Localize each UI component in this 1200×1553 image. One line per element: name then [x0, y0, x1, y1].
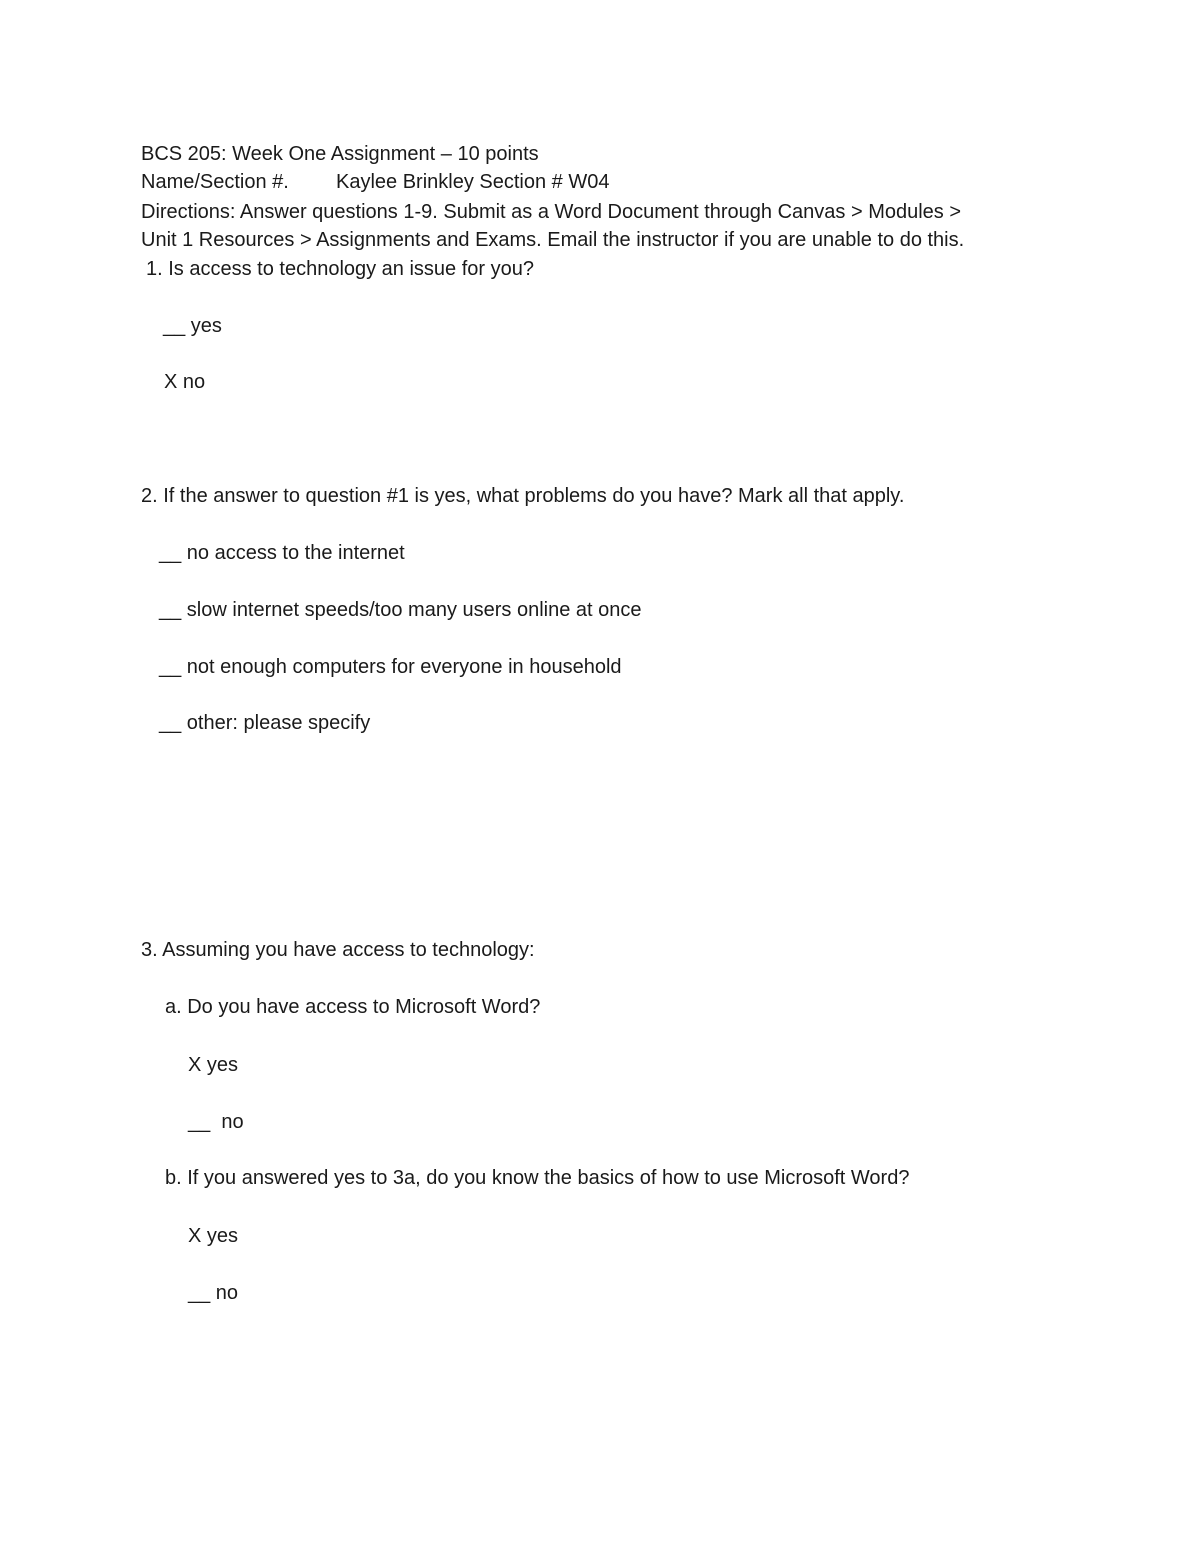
- question-1: 1. Is access to technology an issue for you?: [146, 258, 534, 280]
- assignment-title: BCS 205: Week One Assignment – 10 points: [141, 143, 539, 165]
- q3b-option-yes: X yes: [188, 1225, 239, 1247]
- directions-line-1: Directions: Answer questions 1-9. Submit as a Word Document through Canvas > Modules >: [141, 201, 962, 223]
- q3a-option-yes: X yes: [188, 1054, 239, 1076]
- q2-option-not-enough-computers: __ not enough computers for everyone in household: [159, 656, 622, 678]
- q1-option-yes: __ yes: [163, 315, 222, 337]
- question-3: 3. Assuming you have access to technology:: [141, 939, 535, 961]
- name-section-value: Kaylee Brinkley Section # W04: [336, 171, 610, 193]
- q3a-option-no: __ no: [188, 1111, 244, 1133]
- question-3a: a. Do you have access to Microsoft Word?: [165, 996, 541, 1018]
- q2-option-other: __ other: please specify: [159, 712, 371, 734]
- question-3b: b. If you answered yes to 3a, do you know the basics of how to use Microsoft Word?: [165, 1167, 910, 1189]
- directions-line-2: Unit 1 Resources > Assignments and Exams. Email the instructor if you are unable to do this.: [141, 229, 965, 251]
- q3b-option-no: __ no: [188, 1282, 239, 1304]
- question-2: 2. If the answer to question #1 is yes, what problems do you have? Mark all that apply.: [141, 485, 905, 507]
- q2-option-no-internet: __ no access to the internet: [159, 542, 405, 564]
- q2-option-slow-internet: __ slow internet speeds/too many users online at once: [159, 599, 642, 621]
- q1-option-no: X no: [164, 371, 206, 393]
- name-section-label: Name/Section #.: [141, 171, 289, 193]
